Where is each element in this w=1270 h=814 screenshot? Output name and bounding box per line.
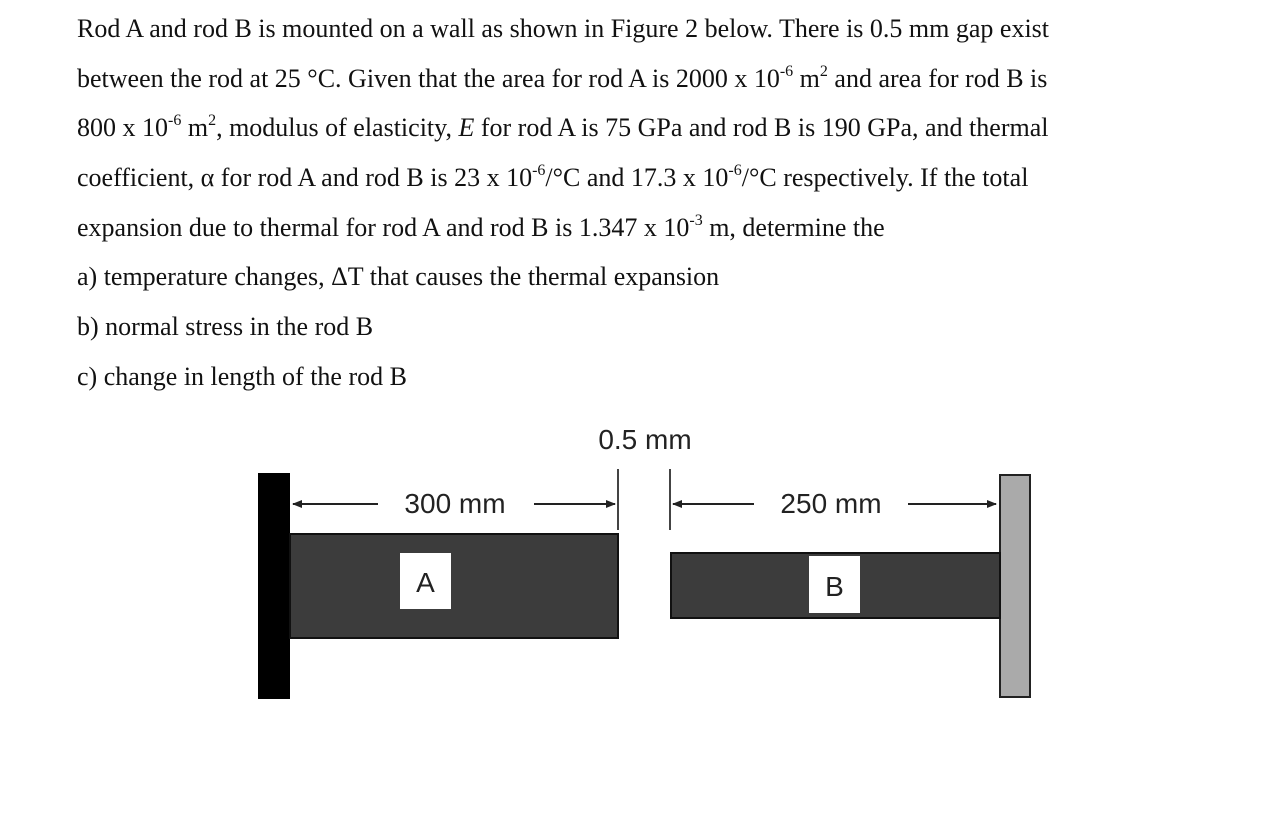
question-part-b-text: b) normal stress in the rod B (77, 312, 374, 342)
thermal-coefficient-text: coefficient, α for rod A and rod B is 23 x 10 (77, 163, 533, 193)
problem-line-2-tail: and area for rod B is (827, 63, 1048, 93)
problem-line-4-tail: /°C respectively. If the total (741, 163, 1029, 193)
rod-b-area-exponent: -6 (168, 112, 182, 130)
problem-line-1-text: Rod A and rod B is mounted on a wall as shown in Figure 2 below. There is 0.5 mm gap exist (77, 14, 1050, 43)
rod-b-label: B (825, 571, 844, 602)
rod-b-area-unit: m (181, 113, 209, 143)
modulus-text: , modulus of elasticity, (216, 113, 459, 143)
left-wall (258, 473, 290, 699)
rod-a-label: A (416, 567, 435, 598)
alpha-b-exponent: -6 (728, 162, 742, 180)
question-part-c-text: c) change in length of the rod B (77, 361, 407, 391)
gap-dimension-label: 0.5 mm (598, 424, 692, 455)
alpha-a-exponent: -6 (532, 162, 546, 180)
rod-a-area-exponent: -6 (779, 62, 794, 80)
rod-a-area-text: between the rod at 25 °C. Given that the area for rod A is 2000 x 10 (77, 63, 780, 93)
rod-b-area-text: 800 x 10 (77, 113, 168, 143)
total-expansion-text: expansion due to thermal for rod A and rod B is 1.347 x 10 (77, 212, 690, 242)
rod-a (290, 534, 618, 638)
right-wall (1000, 475, 1030, 697)
problem-line-5-tail: m, determine the (702, 212, 885, 242)
rod-b-length-label: 250 mm (780, 488, 882, 519)
total-expansion-exponent: -3 (689, 211, 703, 229)
rod-b-area-unit-exponent: 2 (208, 112, 217, 130)
modulus-values-text: for rod A is 75 GPa and rod B is 190 GPa, and thermal (474, 113, 1049, 143)
rod-a-length-label: 300 mm (404, 488, 506, 519)
alpha-b-text: /°C and 17.3 x 10 (545, 163, 729, 193)
question-part-a-text: a) temperature changes, ΔT that causes the thermal expansion (77, 262, 720, 292)
rod-a-area-unit: m (793, 63, 820, 93)
modulus-symbol: E (458, 113, 475, 143)
rod-a-area-unit-exponent: 2 (819, 62, 828, 80)
